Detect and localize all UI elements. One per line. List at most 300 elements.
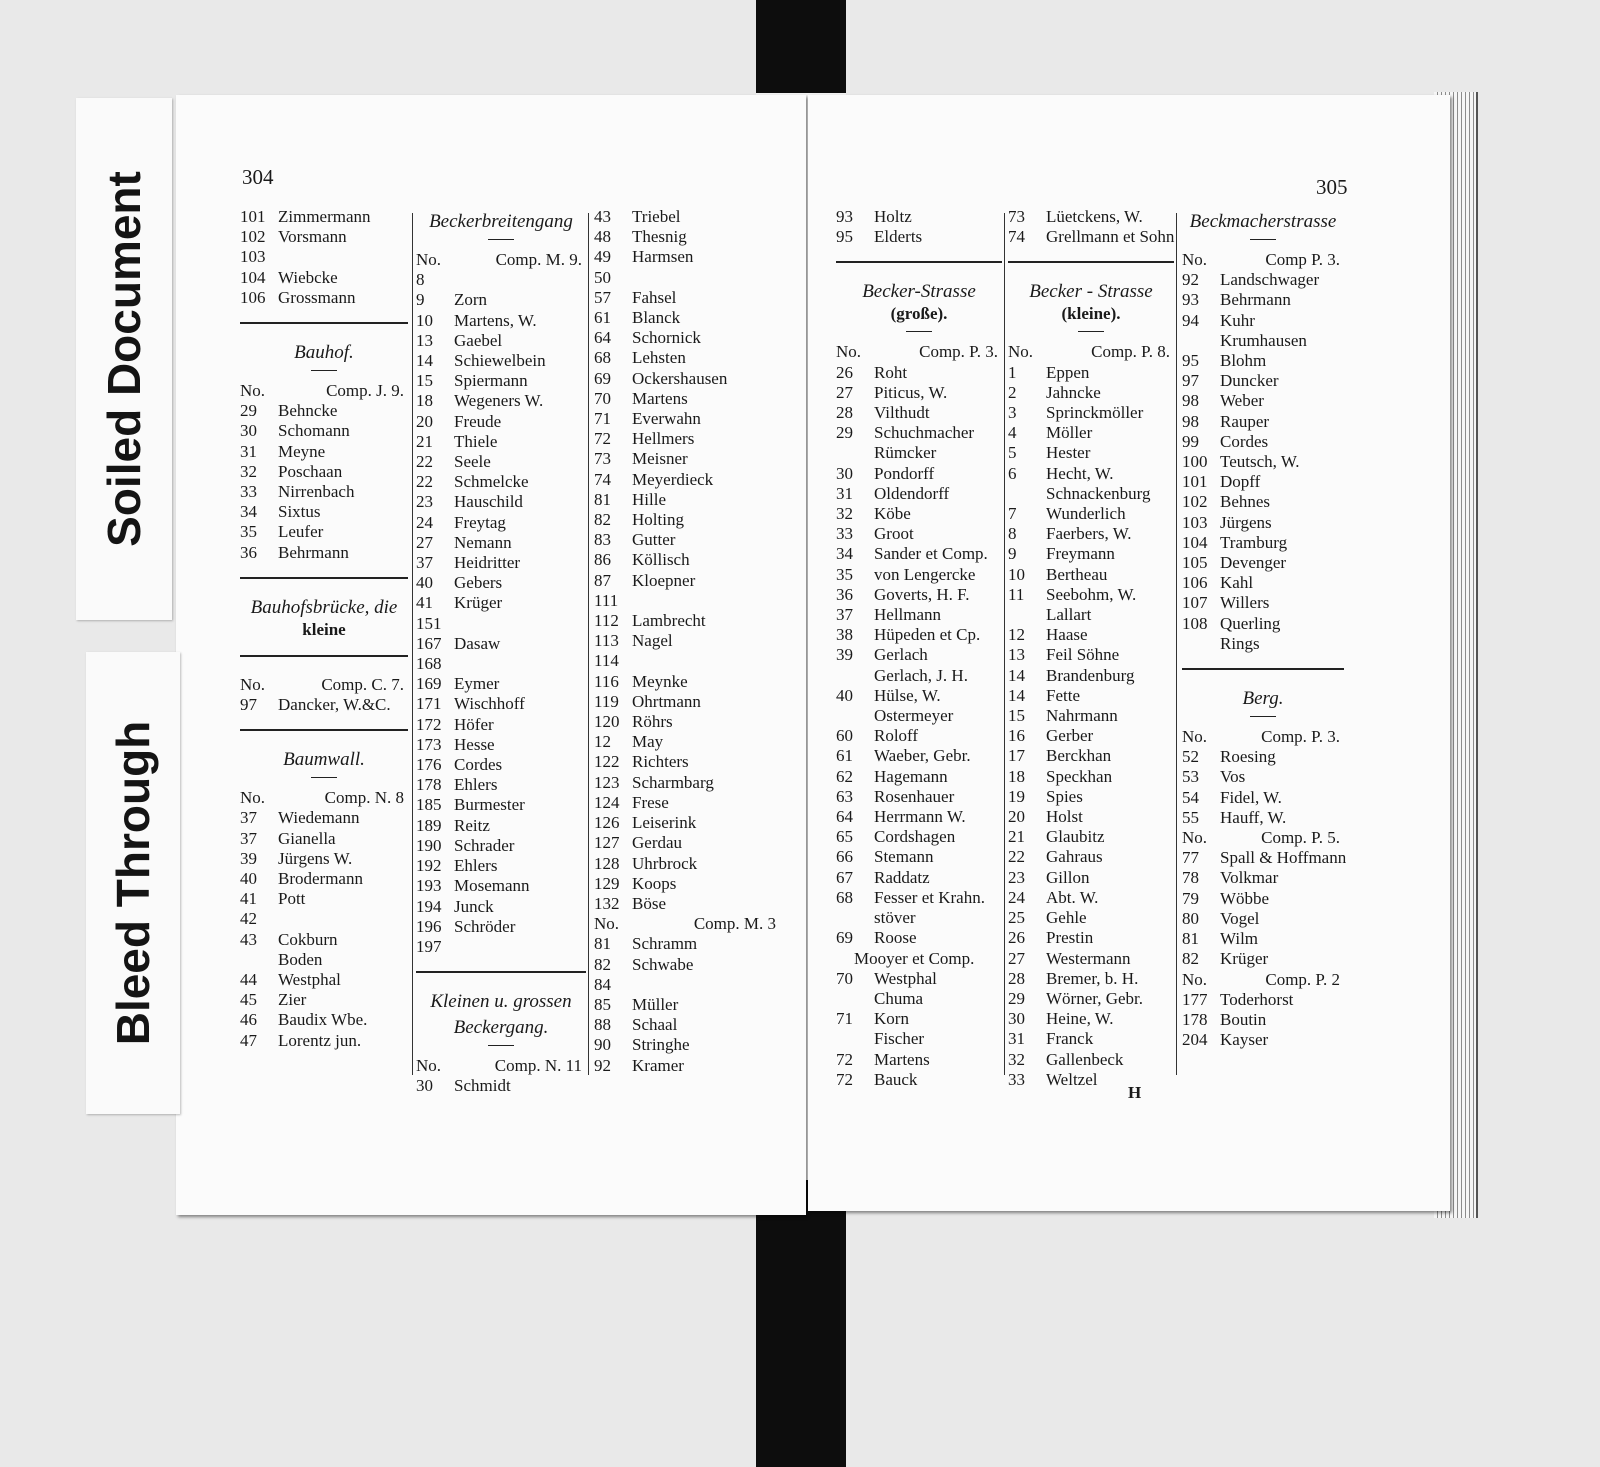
house-number: 81 (1182, 929, 1199, 949)
resident-name: Haase (1046, 625, 1088, 645)
directory-entry (1008, 403, 1174, 423)
entry-continuation: Fischer (874, 1029, 925, 1049)
resident-name: Hellmers (632, 429, 695, 449)
house-number: 106 (1182, 573, 1208, 593)
resident-name: Freytag (454, 512, 506, 532)
resident-name: Mosemann (454, 876, 530, 896)
directory-entry (416, 311, 586, 331)
house-number: 26 (836, 362, 853, 382)
directory-entry (594, 672, 780, 692)
house-number: 13 (1008, 645, 1025, 665)
house-number: 167 (416, 633, 442, 653)
house-number: 71 (836, 1009, 853, 1029)
resident-name: Müller (632, 994, 679, 1014)
house-number: 70 (594, 388, 611, 408)
directory-entry (594, 1015, 780, 1035)
house-number: 127 (594, 833, 620, 853)
resident-name: Reitz (454, 815, 490, 835)
resident-name: Westermann (1046, 948, 1131, 968)
entry-continuation: Gerlach, J. H. (874, 665, 968, 685)
street-heading: Beckergang. (453, 1017, 549, 1039)
house-number: 171 (416, 694, 442, 714)
resident-name: Krüger (1220, 949, 1269, 969)
directory-entry (1008, 726, 1174, 746)
entry-continuation: Krumhausen (1220, 330, 1307, 350)
house-number: 176 (416, 755, 442, 775)
house-number: 95 (836, 227, 853, 247)
resident-name: Meyerdieck (632, 469, 714, 489)
street-subheading: (große). (890, 304, 948, 324)
house-number: 78 (1182, 868, 1199, 888)
house-number: 31 (240, 441, 257, 461)
house-number: 99 (1182, 431, 1199, 451)
directory-entry (1008, 868, 1174, 888)
house-number: 103 (1182, 512, 1208, 532)
company-header (836, 342, 1002, 362)
house-number: 178 (416, 775, 442, 795)
house-number: 72 (836, 1049, 853, 1069)
resident-name: Bauck (874, 1069, 918, 1089)
company-designation: Comp. P. 2 (1265, 969, 1340, 989)
house-number: 67 (836, 867, 853, 887)
resident-name: Schiewelbein (454, 351, 546, 371)
resident-name: Elderts (874, 227, 923, 247)
directory-entry (594, 651, 780, 671)
house-number: 28 (836, 403, 853, 423)
resident-name: Roesing (1220, 747, 1276, 767)
resident-name: Gahraus (1046, 847, 1103, 867)
resident-name: Schwabe (632, 954, 694, 974)
resident-name: Sander et Comp. (874, 544, 988, 564)
house-number: 3 (1008, 403, 1017, 423)
company-designation: Comp. N. 8 (324, 788, 404, 808)
number-header: No. (240, 788, 266, 808)
directory-entry (416, 654, 586, 674)
resident-name: Blohm (1220, 351, 1267, 371)
resident-name: Holst (1046, 807, 1083, 827)
company-designation: Comp P. 3. (1265, 250, 1340, 269)
house-number: 29 (1008, 988, 1025, 1008)
house-number: 64 (836, 807, 853, 827)
directory-entry (240, 401, 408, 421)
street-heading: Becker - Strasse (1029, 281, 1153, 303)
directory-entry (594, 328, 780, 348)
directory-entry (240, 970, 408, 990)
house-number: 197 (416, 936, 442, 956)
entry-continuation: Lallart (1046, 605, 1092, 625)
resident-name: Vorsmann (278, 227, 347, 247)
resident-name: Feil Söhne (1046, 645, 1120, 665)
directory-entry (836, 807, 1002, 827)
directory-entry (1008, 227, 1174, 247)
directory-entry (1008, 767, 1174, 787)
resident-name: Landschwager (1220, 270, 1320, 290)
house-number: 151 (416, 613, 442, 633)
resident-name: Thiele (454, 431, 498, 451)
resident-name: Pott (278, 889, 306, 909)
directory-entry (416, 856, 586, 876)
resident-name: Schramm (632, 934, 698, 954)
directory-entry (416, 937, 586, 957)
resident-name: Thesnig (632, 227, 687, 247)
directory-entry (1008, 746, 1174, 766)
right-page (808, 95, 1450, 1211)
number-header: No. (1008, 342, 1034, 362)
resident-name: Gillon (1046, 867, 1090, 887)
directory-entry (594, 510, 780, 530)
company-header (1182, 727, 1344, 747)
house-number: 35 (836, 564, 853, 584)
house-number: 82 (594, 510, 611, 530)
house-number: 97 (1182, 371, 1199, 391)
directory-entry (594, 308, 780, 328)
house-number: 37 (240, 828, 257, 848)
house-number: 33 (836, 524, 853, 544)
company-designation: Comp. J. 9. (326, 381, 404, 401)
street-heading: Berg. (1242, 688, 1284, 710)
house-number: 21 (1008, 827, 1025, 847)
resident-name: Schomann (278, 421, 350, 441)
left-page-column-2 (416, 207, 586, 1097)
resident-name: Martens (874, 1049, 930, 1069)
resident-name: Behrmann (278, 542, 349, 562)
resident-name: Wöbbe (1220, 888, 1270, 908)
resident-name: Eppen (1046, 362, 1090, 382)
directory-entry (240, 990, 408, 1010)
directory-entry (1182, 1010, 1344, 1030)
resident-name: Herrmann W. (874, 807, 966, 827)
directory-entry (1008, 504, 1174, 524)
directory-entry (416, 897, 586, 917)
directory-entry (836, 868, 1002, 888)
directory-entry (1008, 423, 1174, 443)
resident-name: Roht (874, 362, 908, 382)
house-number: 30 (836, 463, 853, 483)
company-designation: Comp. P. 5. (1261, 828, 1340, 848)
directory-entry (240, 288, 408, 308)
resident-name: Jürgens (1220, 512, 1272, 532)
directory-entry (836, 726, 1002, 746)
resident-name: Gerdau (632, 833, 683, 853)
company-header (1182, 970, 1344, 990)
house-number: 119 (594, 691, 619, 711)
house-number: 82 (594, 954, 611, 974)
house-number: 30 (240, 421, 257, 441)
directory-entry (240, 909, 408, 929)
house-number: 32 (836, 504, 853, 524)
resident-name: Gehle (1046, 908, 1087, 928)
resident-name: Brodermann (278, 869, 363, 889)
directory-entry (594, 854, 780, 874)
directory-entry (594, 692, 780, 712)
directory-entry (240, 829, 408, 849)
number-header: No. (1182, 250, 1208, 269)
house-number: 124 (594, 792, 620, 812)
resident-name: Hesse (454, 734, 495, 754)
house-number: 20 (1008, 807, 1025, 827)
resident-name: Cordshagen (874, 827, 956, 847)
number-header: No. (1182, 969, 1208, 989)
directory-entry (1008, 827, 1174, 847)
company-header (240, 788, 408, 808)
directory-entry (240, 482, 408, 502)
house-number: 101 (240, 207, 266, 226)
resident-name: Schmidt (454, 1076, 511, 1096)
resident-name: Nirrenbach (278, 482, 355, 502)
resident-name: Krüger (454, 593, 503, 613)
directory-entry (1008, 807, 1174, 827)
directory-entry (594, 470, 780, 490)
number-header: No. (416, 1056, 442, 1076)
directory-entry (836, 207, 1002, 227)
right-page-column-1 (836, 207, 1002, 1090)
short-dash-divider (488, 1045, 514, 1046)
house-number: 100 (1182, 452, 1208, 472)
directory-entry (416, 391, 586, 411)
short-dash-divider (311, 370, 337, 371)
directory-entry (416, 795, 586, 815)
directory-entry (416, 452, 586, 472)
section-rule (1008, 261, 1174, 263)
directory-entry (594, 975, 780, 995)
house-number: 80 (1182, 908, 1199, 928)
house-number: 93 (836, 207, 853, 226)
resident-name: Lüetckens, W. (1046, 207, 1143, 226)
house-number: 40 (416, 573, 433, 593)
company-header (240, 381, 408, 401)
resident-name: Richters (632, 752, 689, 772)
directory-entry (1008, 787, 1174, 807)
resident-name: Gaebel (454, 330, 503, 350)
directory-entry (594, 631, 780, 651)
house-number: 178 (1182, 1009, 1208, 1029)
house-number: 13 (416, 330, 433, 350)
resident-name: Bertheau (1046, 564, 1108, 584)
directory-entry (836, 928, 1002, 948)
house-number: 57 (594, 287, 611, 307)
resident-name: Möller (1046, 423, 1093, 443)
directory-entry (1182, 513, 1344, 533)
directory-entry (1008, 363, 1174, 383)
resident-name: Fidel, W. (1220, 787, 1282, 807)
house-number: 8 (416, 270, 425, 290)
number-header: No. (1182, 727, 1208, 747)
resident-name: Volkmar (1220, 868, 1279, 888)
directory-entry (836, 888, 1002, 908)
house-number: 79 (1182, 888, 1199, 908)
house-number: 43 (240, 929, 257, 949)
directory-entry (1182, 371, 1344, 391)
number-header: No. (836, 342, 862, 362)
resident-name: Roloff (874, 726, 919, 746)
resident-name: Kahl (1220, 573, 1254, 593)
directory-entry (416, 472, 586, 492)
house-number: 29 (240, 401, 257, 421)
directory-entry (1008, 908, 1174, 928)
directory-entry (1182, 747, 1344, 767)
directory-entry (1182, 311, 1344, 331)
directory-entry (416, 1076, 586, 1096)
binding-band-top (756, 0, 846, 93)
house-number: 19 (1008, 786, 1025, 806)
directory-entry (1182, 929, 1344, 949)
resident-name: Westphal (874, 968, 937, 988)
resident-name: Pondorff (874, 463, 935, 483)
resident-name: Dasaw (454, 633, 501, 653)
resident-name: Holtz (874, 207, 912, 226)
resident-name: Korn (874, 1009, 909, 1029)
house-number: 196 (416, 916, 442, 936)
resident-name: Leiserink (632, 813, 697, 833)
directory-entry (1008, 666, 1174, 686)
directory-entry (836, 605, 1002, 625)
resident-name: Gebers (454, 573, 503, 593)
house-number: 102 (1182, 492, 1208, 512)
house-number: 23 (1008, 867, 1025, 887)
house-number: 33 (240, 482, 257, 502)
house-number: 61 (836, 746, 853, 766)
soiled-document-label (76, 98, 172, 620)
directory-entry (240, 462, 408, 482)
resident-name: Schröder (454, 916, 516, 936)
directory-entry (594, 934, 780, 954)
house-number: 45 (240, 990, 257, 1010)
directory-entry (1008, 464, 1174, 484)
directory-entry (594, 490, 780, 510)
directory-entry (1182, 868, 1344, 888)
resident-name: Jürgens W. (278, 848, 353, 868)
directory-entry (240, 268, 408, 288)
directory-entry (240, 1010, 408, 1030)
resident-name: Cokburn (278, 929, 338, 949)
resident-name: Zimmermann (278, 207, 371, 226)
directory-entry (1008, 706, 1174, 726)
resident-name: Martens, W. (454, 310, 537, 330)
house-number: 27 (836, 382, 853, 402)
directory-entry (594, 348, 780, 368)
house-number: 85 (594, 994, 611, 1014)
column-divider (1004, 213, 1005, 1075)
resident-name: Behncke (278, 401, 338, 421)
directory-entry (1008, 544, 1174, 564)
directory-entry (416, 694, 586, 714)
directory-entry (416, 432, 586, 452)
directory-entry (416, 876, 586, 896)
directory-entry (1182, 452, 1344, 472)
resident-name: Cordes (454, 755, 503, 775)
page-number-left: 304 (242, 165, 274, 189)
house-number: 38 (836, 625, 853, 645)
resident-name: Roose (874, 928, 917, 948)
house-number: 107 (1182, 593, 1208, 613)
house-number: 114 (594, 651, 619, 671)
directory-entry (240, 543, 408, 563)
resident-name: Speckhan (1046, 766, 1113, 786)
house-number: 7 (1008, 504, 1017, 524)
number-header: No. (240, 674, 266, 694)
resident-name: Hauschild (454, 492, 523, 512)
bleed-through-label (86, 652, 180, 1114)
entry-continuation: Mooyer et Comp. (854, 948, 975, 968)
company-designation: Comp. M. 3 (693, 914, 776, 934)
house-number: 128 (594, 853, 620, 873)
resident-name: Cordes (1220, 431, 1269, 451)
house-number: 32 (240, 461, 257, 481)
house-number: 94 (1182, 310, 1199, 330)
street-heading: Bauhofsbrücke, die (250, 596, 398, 618)
short-dash-divider (906, 331, 932, 332)
directory-entry (1182, 533, 1344, 553)
directory-entry (1008, 625, 1174, 645)
directory-entry (1008, 1009, 1174, 1029)
house-number: 204 (1182, 1030, 1208, 1050)
street-heading: Becker-Strasse (862, 281, 976, 303)
house-number: 69 (836, 928, 853, 948)
street-heading: Kleinen u. grossen (430, 991, 572, 1013)
house-number: 189 (416, 815, 442, 835)
directory-entry (416, 533, 586, 553)
entry-continuation: Ostermeyer (874, 706, 954, 726)
resident-name: Wegeners W. (454, 391, 544, 411)
resident-name: Oldendorff (874, 483, 950, 503)
directory-entry (594, 732, 780, 752)
resident-name: Hauff, W. (1220, 807, 1287, 827)
column-divider (412, 213, 413, 1075)
house-number: 105 (1182, 553, 1208, 573)
resident-name: Nagel (632, 631, 673, 651)
directory-entry (1008, 847, 1174, 867)
directory-entry (594, 813, 780, 833)
directory-entry (594, 268, 780, 288)
short-dash-divider (488, 239, 514, 240)
section-rule (836, 261, 1002, 263)
company-header (1008, 342, 1174, 362)
soiled-document-text: Soiled Document (98, 171, 150, 547)
resident-name: Ohrtmann (632, 691, 701, 711)
resident-name: Dancker, W.&C. (278, 695, 391, 715)
house-number: 90 (594, 1035, 611, 1055)
resident-name: Kloepner (632, 570, 696, 590)
section-rule (240, 322, 408, 324)
resident-name: Hellmann (874, 605, 942, 625)
house-number: 34 (240, 502, 257, 522)
resident-name: Poschaan (278, 461, 343, 481)
directory-entry (1008, 969, 1174, 989)
resident-name: Frese (632, 792, 669, 812)
resident-name: Boutin (1220, 1009, 1267, 1029)
directory-entry (836, 363, 1002, 383)
company-designation: Comp. M. 9. (495, 250, 582, 269)
directory-entry (1182, 553, 1344, 573)
directory-entry (416, 270, 586, 290)
house-number: 15 (1008, 706, 1025, 726)
house-number: 37 (240, 808, 257, 828)
section-rule (240, 729, 408, 731)
short-dash-divider (311, 777, 337, 778)
column-divider (1176, 213, 1177, 1075)
house-number: 70 (836, 968, 853, 988)
resident-name: Stemann (874, 847, 934, 867)
column-divider (588, 213, 589, 1075)
directory-entry (240, 207, 408, 227)
resident-name: Blanck (632, 308, 681, 328)
resident-name: Lehsten (632, 348, 686, 368)
house-number: 68 (594, 348, 611, 368)
house-number: 106 (240, 287, 266, 307)
resident-name: Querling (1220, 613, 1281, 633)
resident-name: Gianella (278, 828, 336, 848)
directory-entry (416, 715, 586, 735)
